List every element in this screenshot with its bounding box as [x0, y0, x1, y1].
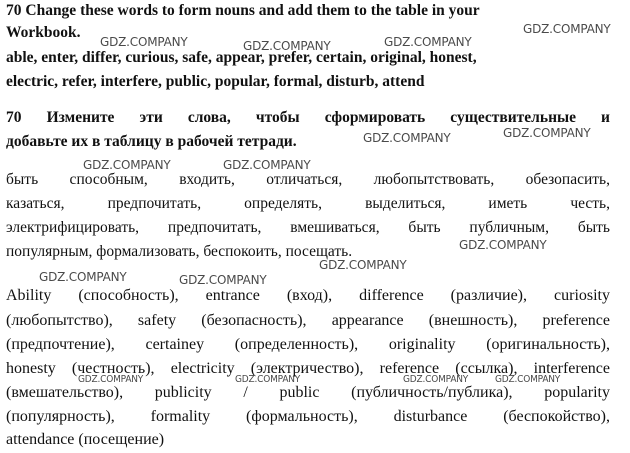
english-word-list-line-1: able, enter, differ, curious, safe, appear, prefer, certain, original, honest, — [6, 49, 477, 66]
watermark: GDZ.COMPANY — [223, 157, 311, 173]
watermark: GDZ.COMPANY — [100, 34, 188, 50]
answer-line-2: (любопытство), safety (безопасность), appearance (внешность), preference — [6, 312, 610, 329]
russian-word-list-line-3: электрифицировать, предпочитать, вмешиваться, быть публичным, быть — [6, 219, 610, 236]
watermark: GDZ.COMPANY — [319, 257, 407, 273]
english-task-line-1: 70 Change these words to form nouns and add them to the table in your — [6, 2, 480, 19]
watermark: GDZ.COMPANY — [403, 374, 469, 386]
watermark: GDZ.COMPANY — [459, 237, 547, 253]
watermark: GDZ.COMPANY — [235, 374, 301, 386]
english-word-list-line-2: electric, refer, interfere, public, popular, formal, disturb, attend — [6, 73, 425, 90]
watermark: GDZ.COMPANY — [523, 21, 611, 37]
watermark: GDZ.COMPANY — [384, 34, 472, 50]
russian-word-list-line-4: популярным, формализовать, беспокоить, посещать. — [6, 243, 353, 260]
watermark: GDZ.COMPANY — [495, 374, 561, 386]
english-task-line-2: Workbook. — [6, 24, 81, 41]
watermark: GDZ.COMPANY — [243, 38, 331, 54]
watermark: GDZ.COMPANY — [39, 269, 127, 285]
answer-line-7: attendance (посещение) — [6, 431, 165, 448]
russian-task-line-1: 70 Измените эти слова, чтобы сформировать существительные и — [6, 109, 610, 126]
answer-line-3: (предпочтение), certainey (определенность), originality (оригинальность), — [6, 336, 610, 353]
answer-line-5: (вмешательство), publicity / public (публичность/публика), popularity — [6, 384, 610, 401]
watermark: GDZ.COMPANY — [83, 157, 171, 173]
russian-word-list-line-2: казаться, предпочитать, определять, выделиться, иметь честь, — [6, 195, 610, 212]
watermark: GDZ.COMPANY — [503, 125, 591, 141]
russian-task-line-2: добавьте их в таблицу в рабочей тетради. — [6, 133, 297, 150]
russian-word-list-line-1: быть способным, входить, отличаться, любопытствовать, обезопасить, — [6, 171, 610, 188]
watermark: GDZ.COMPANY — [179, 272, 267, 288]
answer-line-1: Ability (способность), entrance (вход), difference (различие), curiosity — [6, 287, 610, 304]
answer-line-4: honesty (честность), electricity (электричество), reference (ссылка), interference — [6, 360, 610, 377]
watermark: GDZ.COMPANY — [78, 374, 144, 386]
watermark: GDZ.COMPANY — [363, 130, 451, 146]
answer-line-6: (популярность), formality (формальность), disturbance (беспокойство), — [6, 408, 610, 425]
